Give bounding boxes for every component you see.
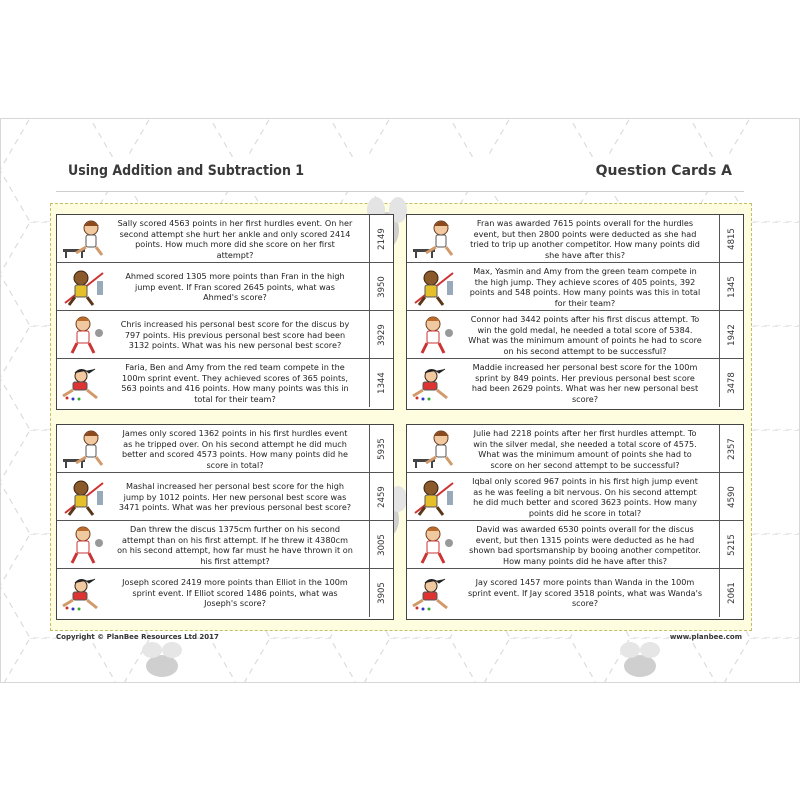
question-text: Maddie increased her personal best score for the 100m sprint by 849 points. Her previous personal best score had been 2629 points. What was her new personal best score? bbox=[471, 362, 699, 404]
question-text: David was awarded 6530 points overall for the discus event, but then 1315 points were deducted as he had shown bad sportsmanship by booing another competitor. How many points did he have after this? bbox=[469, 524, 701, 566]
question-text: Sally scored 4563 points in her first hurdles event. On her second attempt she hurt her ankle and only scored 2414 points. How much more did she score on her first attempt? bbox=[117, 218, 353, 260]
question-card bbox=[407, 359, 743, 407]
answer-text: 3929 bbox=[376, 324, 387, 346]
answer-box bbox=[369, 521, 393, 569]
question-card bbox=[407, 215, 743, 263]
sprinter-icon bbox=[59, 573, 109, 613]
question-text: Connor had 3442 points after his first discus attempt. To win the gold medal, he needed a total score of 5384. What was the minimum amount of points he had to score on his second attempt to be successful? bbox=[468, 314, 702, 356]
answer-text: 2061 bbox=[726, 582, 737, 604]
question-card bbox=[407, 311, 743, 359]
question-card bbox=[57, 359, 393, 407]
question-card bbox=[57, 215, 393, 263]
answer-text: 2149 bbox=[376, 228, 387, 250]
question-text: Dan threw the discus 1375cm further on his second attempt than on his first attempt. If he threw it 4380cm on his second attempt, how far must he have thrown it on his first attempt? bbox=[117, 524, 353, 566]
answer-text: 4590 bbox=[726, 486, 737, 508]
question-text: Ahmed scored 1305 more points than Fran in the high jump event. If Fran scored 2645 points, what was Ahmed's score? bbox=[125, 271, 345, 303]
question-card bbox=[57, 263, 393, 311]
bee-icon bbox=[140, 640, 186, 682]
answer-text: 5935 bbox=[376, 438, 387, 460]
answer-box bbox=[369, 215, 393, 263]
answer-box bbox=[369, 425, 393, 473]
question-text: Julie had 2218 points after her first hurdles attempt. To win the silver medal, she needed a total score of 4575. What was the minimum amount of points she had to score on her second attempt to be successful? bbox=[473, 428, 697, 470]
answer-box bbox=[369, 473, 393, 521]
bee-icon bbox=[618, 640, 664, 682]
question-card bbox=[57, 311, 393, 359]
question-card bbox=[57, 521, 393, 569]
card-panel-bottom-left bbox=[56, 424, 394, 620]
discus-thrower-icon bbox=[409, 315, 459, 355]
answer-text: 3905 bbox=[376, 582, 387, 604]
answer-box bbox=[719, 263, 743, 311]
question-text: Mashal increased her personal best score for the high jump by 1012 points. Her new personal best score was 3471 points. What was her previous personal best score? bbox=[118, 481, 352, 513]
answer-box bbox=[719, 311, 743, 359]
answer-text: 2357 bbox=[726, 438, 737, 460]
card-panel-bottom-right bbox=[406, 424, 744, 620]
answer-box bbox=[369, 569, 393, 617]
answer-text: 3478 bbox=[726, 372, 737, 394]
answer-text: 1942 bbox=[726, 324, 737, 346]
question-text: Jay scored 1457 more points than Wanda in the 100m sprint event. If Jay scored 3518 points, what was Wanda's score? bbox=[467, 577, 703, 609]
question-card bbox=[407, 521, 743, 569]
question-text: Chris increased his personal best score for the discus by 797 points. His previous personal best score had been 3132 points. What was his new personal best score? bbox=[120, 319, 350, 351]
answer-box bbox=[719, 569, 743, 617]
discus-thrower-icon bbox=[409, 525, 459, 565]
question-text: Iqbal only scored 967 points in his first high jump event as he was feeling a bit nervous. On his second attempt he did much better and scored 3623 points. How many points did he score in total? bbox=[472, 476, 698, 518]
card-panel-top-left bbox=[56, 214, 394, 410]
answer-box bbox=[719, 521, 743, 569]
answer-box bbox=[369, 263, 393, 311]
answer-box bbox=[719, 473, 743, 521]
high-jumper-boy-icon bbox=[409, 267, 459, 307]
high-jumper-boy-icon bbox=[409, 477, 459, 517]
answer-text: 2459 bbox=[376, 486, 387, 508]
hurdler-girl-icon bbox=[409, 429, 459, 469]
high-jumper-boy-icon bbox=[59, 477, 109, 517]
answer-box bbox=[369, 359, 393, 407]
question-text: James only scored 1362 points in his first hurdles event as he tripped over. On his second attempt he did much better and scored 4573 points. How many points did he score in total? bbox=[122, 428, 348, 470]
discus-thrower-icon bbox=[59, 525, 109, 565]
high-jumper-boy-icon bbox=[59, 267, 109, 307]
question-text: Joseph scored 2419 more points than Elliot in the 100m sprint event. If Elliot scored 1486 points, what was Joseph's score? bbox=[122, 577, 348, 609]
sprinter-icon bbox=[59, 363, 109, 403]
question-card bbox=[407, 473, 743, 521]
question-card bbox=[57, 569, 393, 617]
sprinter-icon bbox=[409, 573, 459, 613]
question-card bbox=[57, 473, 393, 521]
page-title: Using Addition and Subtraction 1 bbox=[68, 163, 305, 179]
discus-thrower-icon bbox=[59, 315, 109, 355]
answer-text: 3950 bbox=[376, 276, 387, 298]
hurdler-girl-icon bbox=[59, 219, 109, 259]
card-panel-top-right bbox=[406, 214, 744, 410]
copyright-text: Copyright © PlanBee Resources Ltd 2017 bbox=[56, 633, 219, 641]
answer-box bbox=[719, 215, 743, 263]
question-card bbox=[407, 425, 743, 473]
hurdler-girl-icon bbox=[59, 429, 109, 469]
answer-text: 1344 bbox=[376, 372, 387, 394]
hurdler-girl-icon bbox=[409, 219, 459, 259]
question-text: Max, Yasmin and Amy from the green team compete in the high jump. They achieve scores of 405 points, 392 points and 548 points. How many points was this in total for their team? bbox=[469, 266, 701, 308]
question-card bbox=[57, 425, 393, 473]
answer-box bbox=[719, 425, 743, 473]
sprinter-icon bbox=[409, 363, 459, 403]
answer-text: 5215 bbox=[726, 534, 737, 556]
question-text: Fran was awarded 7615 points overall for the hurdles event, but then 2800 points were deducted as she had tried to trip up another competitor. How many points did she have after this? bbox=[470, 218, 700, 260]
website-text: www.planbee.com bbox=[669, 633, 742, 641]
question-card bbox=[407, 569, 743, 617]
answer-text: 4815 bbox=[726, 228, 737, 250]
page-subtitle: Question Cards A bbox=[595, 163, 732, 179]
answer-text: 1345 bbox=[726, 276, 737, 298]
answer-box bbox=[369, 311, 393, 359]
answer-box bbox=[719, 359, 743, 407]
answer-text: 3005 bbox=[376, 534, 387, 556]
worksheet-header bbox=[56, 157, 744, 192]
question-card bbox=[407, 263, 743, 311]
question-text: Faria, Ben and Amy from the red team compete in the 100m sprint event. They achieved scores of 365 points, 563 points and 416 points. How many points was this in total for their team? bbox=[121, 362, 349, 404]
